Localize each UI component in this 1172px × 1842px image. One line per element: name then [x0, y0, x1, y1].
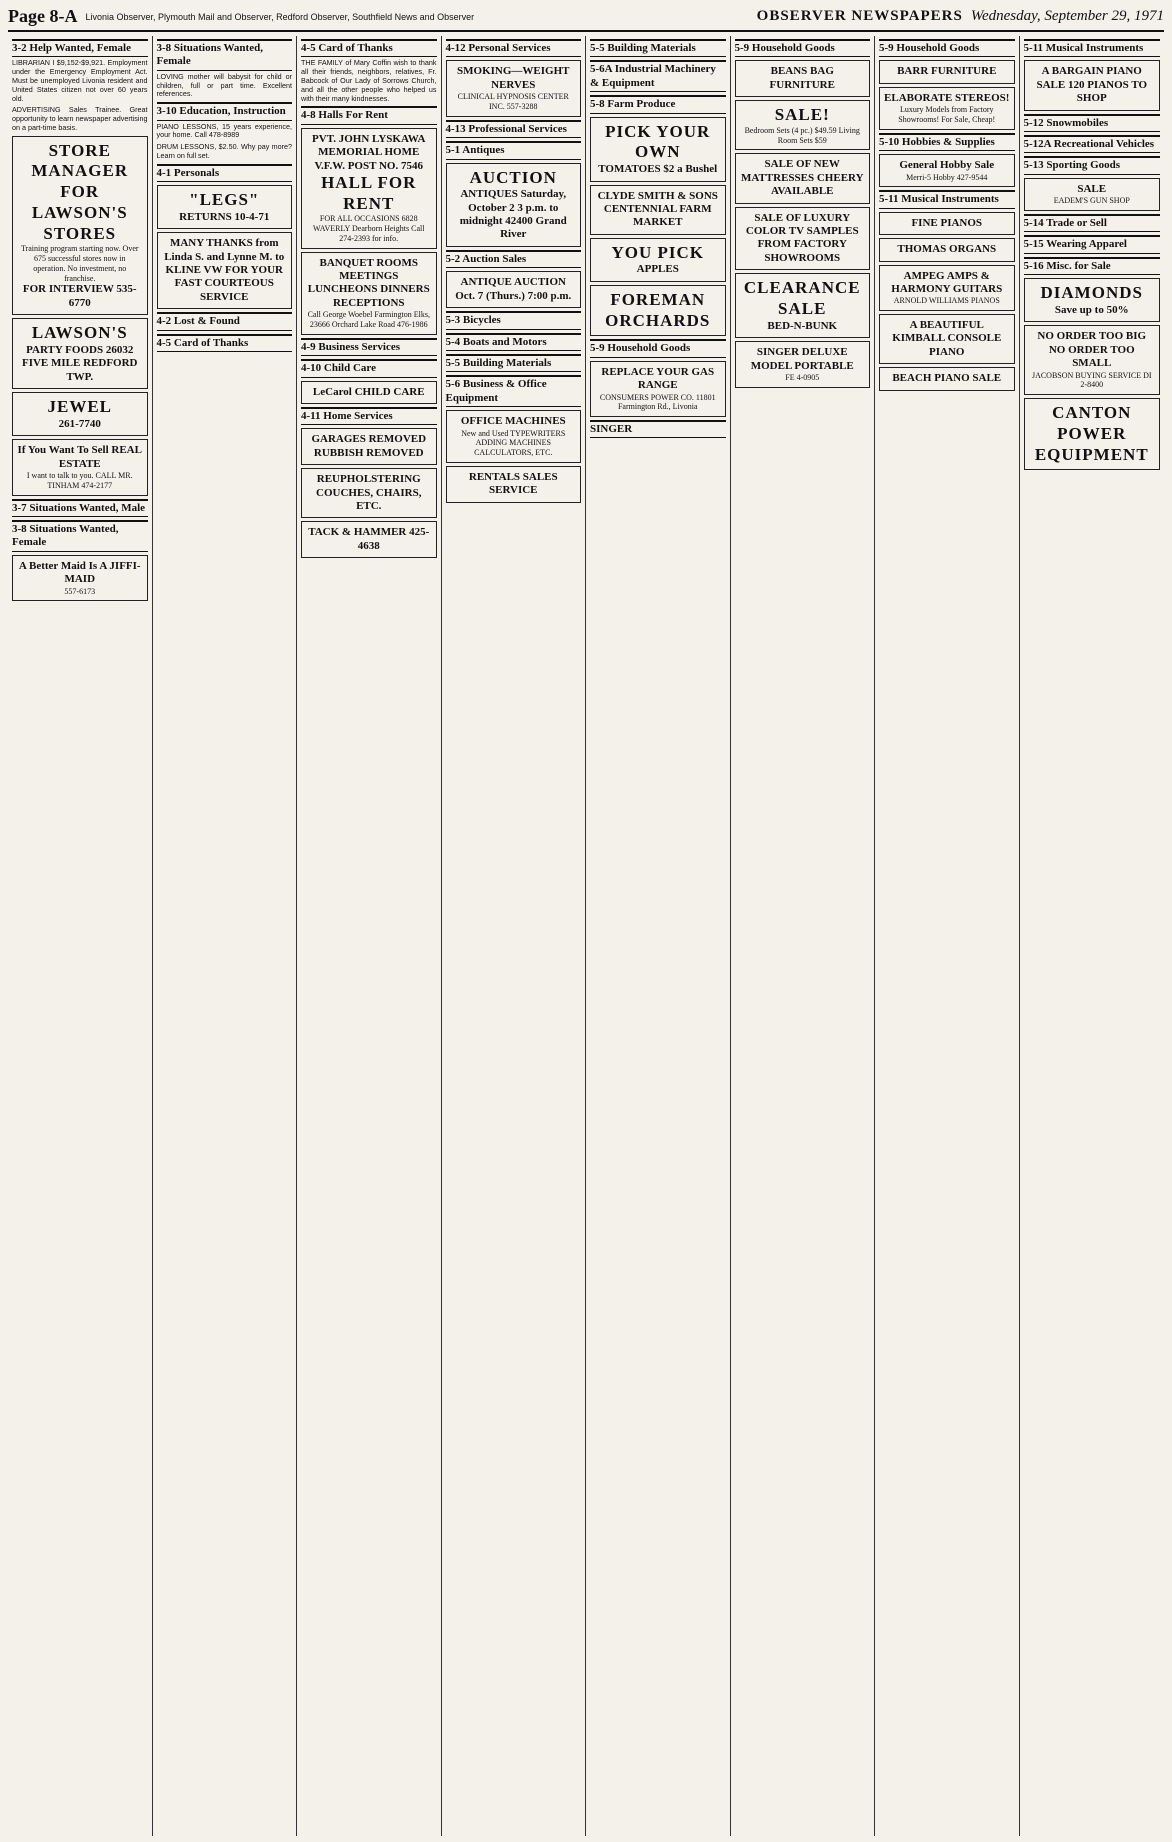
display-ad — [879, 314, 1015, 364]
display-ad — [301, 468, 437, 518]
column-2 — [153, 36, 298, 1836]
section-heading: 5-15 Wearing Apparel — [1024, 235, 1161, 253]
section-heading: 4-10 Child Care — [301, 359, 437, 377]
display-ad — [446, 410, 582, 463]
page-title: OBSERVER NEWSPAPERS — [756, 8, 963, 24]
section-heading: 5-9 Household Goods — [879, 39, 1015, 57]
ad-headline: TACK & HAMMER 425-4638 — [308, 526, 430, 552]
display-ad — [12, 392, 148, 436]
display-ad — [879, 212, 1015, 235]
section-heading: 4-12 Personal Services — [446, 39, 582, 57]
ad-body: New and Used TYPEWRITERS ADDING MACHINES CALCULATORS, ETC. — [461, 428, 566, 458]
column-8 — [1020, 36, 1165, 1836]
classified-ad: LIBRARIAN I $9,152-$9,921. Employment under the Emergency Employment Act. Must be unemployed Livonia resident and United States citizen not over 60 years old. — [12, 58, 148, 103]
ad-phone: FOR INTERVIEW 535-6770 — [22, 283, 137, 309]
page-number: Page 8-A — [8, 6, 78, 26]
display-ad — [301, 428, 437, 465]
ad-headline: ELABORATE STEREOS! — [884, 91, 1010, 104]
display-ad — [301, 252, 437, 335]
display-ad — [12, 136, 148, 315]
display-ad — [301, 381, 437, 404]
section-heading: 3-10 Education, Instruction — [157, 102, 293, 120]
section-heading: 5-11 Musical Instruments — [879, 190, 1015, 208]
ad-headline: PICK YOUR OWN — [605, 121, 711, 162]
ad-headline: REPLACE YOUR GAS RANGE — [601, 365, 715, 392]
display-ad — [590, 285, 726, 336]
ad-phone: 557-6173 — [64, 586, 96, 596]
ad-subhead: TOMATOES $2 a Bushel — [598, 163, 718, 176]
ad-headline: AUCTION — [469, 167, 557, 187]
display-ad — [1024, 60, 1161, 110]
section-heading: 5-6 Business & Office Equipment — [446, 375, 582, 407]
section-heading: 5-14 Trade or Sell — [1024, 214, 1161, 232]
display-ad — [735, 100, 871, 150]
section-heading: 4-1 Personals — [157, 164, 293, 182]
display-ad — [735, 60, 871, 97]
ad-headline: CANTON POWER EQUIPMENT — [1034, 403, 1149, 464]
section-heading: 5-12A Recreational Vehicles — [1024, 135, 1161, 153]
ad-headline: A BARGAIN PIANO SALE 120 PIANOS TO SHOP — [1036, 65, 1148, 105]
section-heading: 5-5 Building Materials — [446, 354, 582, 372]
section-heading: 3-2 Help Wanted, Female — [12, 39, 148, 57]
section-heading: 5-6A Industrial Machinery & Equipment — [590, 60, 726, 92]
ad-headline: STORE MANAGER FOR LAWSON'S STORES — [31, 140, 129, 243]
classified-ad: PIANO LESSONS, 15 years experience, your home. Call 478-8989 — [156, 121, 292, 140]
section-heading: 4-5 Card of Thanks — [301, 39, 437, 57]
display-ad — [446, 466, 582, 503]
ad-headline: BEANS BAG FURNITURE — [769, 65, 835, 91]
ad-headline: MANY THANKS from Linda S. and Lynne M. to KLINE VW FOR YOUR FAST COURTEOUS SERVICE — [164, 237, 285, 303]
display-ad — [590, 117, 726, 182]
display-ad — [1024, 178, 1161, 211]
display-ad — [301, 521, 437, 558]
display-ad — [12, 318, 148, 389]
ad-body: Training program starting now. Over 675 successful stores now in operation. No investment, no franchise. — [20, 244, 139, 283]
ad-headline: General Hobby Sale — [899, 159, 995, 172]
classified-ad: THE FAMILY of Mary Coffin wish to thank all their friends, neighbors, relatives, Fr. Babcock of Our Lady of Sorrows Church, and all the other people who helped us with their many kindnesses. — [301, 58, 437, 103]
display-ad — [879, 154, 1015, 187]
ad-headline: A Better Maid Is A JIFFI-MAID — [18, 559, 141, 586]
section-heading: 5-16 Misc. for Sale — [1024, 257, 1161, 275]
section-heading: 4-2 Lost & Found — [157, 312, 293, 330]
ad-headline: SALE — [1077, 182, 1107, 195]
ad-body: CLINICAL HYPNOSIS CENTER INC. 557-3288 — [457, 92, 569, 111]
ad-subhead: BED-N-BUNK — [767, 319, 838, 332]
ad-headline: HALL FOR RENT — [321, 172, 417, 213]
ad-headline: SALE OF NEW MATTRESSES CHEERY AVAILABLE — [740, 158, 864, 198]
display-ad — [735, 207, 871, 271]
section-heading: 5-13 Sporting Goods — [1024, 156, 1161, 174]
ad-headline: SINGER DELUXE MODEL PORTABLE — [750, 346, 854, 372]
display-ad — [12, 555, 148, 602]
column-3 — [297, 36, 442, 1836]
classified-ad: ADVERTISING Sales Trainee. Great opportunity to learn newspaper advertising on a part-time basis. — [12, 105, 148, 132]
ad-subhead: ANTIQUES Saturday, October 2 3 p.m. to midnight 42400 Grand River — [459, 188, 567, 241]
ad-subhead: Save up to 50% — [1054, 303, 1129, 316]
section-heading: 4-9 Business Services — [301, 338, 437, 356]
section-heading: 3-8 Situations Wanted, Female — [12, 520, 148, 552]
ad-headline: JEWEL — [47, 397, 113, 417]
column-5 — [586, 36, 731, 1836]
ad-subhead: RETURNS 10-4-71 — [179, 210, 270, 223]
column-7 — [875, 36, 1020, 1836]
section-heading: 5-5 Building Materials — [590, 39, 726, 57]
ad-headline: "LEGS" — [189, 190, 260, 210]
display-ad — [446, 60, 582, 116]
display-ad — [590, 361, 726, 417]
classified-ad: LOVING mother will babysit for child or children, full or part time. Excellent references. — [156, 71, 292, 99]
section-heading: 3-8 Situations Wanted, Female — [157, 39, 293, 71]
section-heading: 5-11 Musical Instruments — [1024, 39, 1161, 57]
section-heading: 5-2 Auction Sales — [446, 250, 582, 268]
masthead — [8, 6, 1164, 32]
display-ad — [157, 185, 293, 229]
display-ad — [446, 163, 582, 247]
section-heading: 5-3 Bicycles — [446, 311, 582, 329]
ad-body: Merri-5 Hobby 427-9544 — [906, 172, 988, 182]
ad-headline: SALE! — [774, 105, 830, 125]
section-heading: 5-9 Household Goods — [735, 39, 871, 57]
ad-headline: FINE PIANOS — [911, 216, 983, 229]
display-ad — [879, 238, 1015, 261]
ad-headline: YOU PICK — [611, 242, 705, 262]
classified-columns — [8, 36, 1164, 1836]
display-ad — [1024, 325, 1161, 395]
section-heading: 4-13 Professional Services — [446, 120, 582, 138]
ad-body: CONSUMERS POWER CO. 11801 Farmington Rd., Livonia — [599, 392, 716, 412]
display-ad — [446, 271, 582, 308]
ad-headline: CLEARANCE SALE — [743, 278, 861, 319]
papers-list: Livonia Observer, Plymouth Mail and Observer, Redford Observer, Southfield News and Observer — [85, 11, 475, 22]
ad-headline: DIAMONDS — [1040, 283, 1143, 303]
ad-headline: FOREMAN ORCHARDS — [605, 289, 711, 330]
ad-body: Luxury Models from Factory Showrooms! For Sale, Cheap! — [898, 105, 996, 124]
column-6 — [731, 36, 876, 1836]
ad-headline: OFFICE MACHINES — [460, 415, 566, 428]
display-ad — [735, 273, 871, 338]
display-ad — [1024, 398, 1161, 470]
display-ad — [879, 265, 1015, 312]
column-4 — [442, 36, 587, 1836]
display-ad — [590, 238, 726, 282]
display-ad — [157, 232, 293, 309]
ad-body: JACOBSON BUYING SERVICE DI 2-8400 — [1031, 370, 1152, 390]
ad-headline: GARAGES REMOVED RUBBISH REMOVED — [311, 433, 427, 459]
ad-subhead: APPLES — [636, 263, 679, 276]
display-ad — [879, 60, 1015, 83]
display-ad — [1024, 278, 1161, 322]
ad-headline: LAWSON'S — [31, 323, 128, 343]
ad-headline: ANTIQUE AUCTION Oct. 7 (Thurs.) 7:00 p.m. — [455, 276, 572, 302]
section-heading: 5-4 Boats and Motors — [446, 333, 582, 351]
display-ad — [590, 185, 726, 235]
section-heading: 5-9 Household Goods — [590, 339, 726, 357]
ad-headline: NO ORDER TOO BIG NO ORDER TOO SMALL — [1037, 330, 1147, 370]
ad-headline: RENTALS SALES SERVICE — [468, 470, 558, 497]
section-heading: 5-8 Farm Produce — [590, 95, 726, 113]
ad-headline: THOMAS ORGANS — [897, 243, 997, 256]
issue-date: Wednesday, September 29, 1971 — [970, 8, 1164, 24]
column-1 — [8, 36, 153, 1836]
display-ad — [879, 367, 1015, 390]
ad-headline: REUPHOLSTERING COUCHES, CHAIRS, ETC. — [316, 473, 422, 513]
ad-body: EADEM'S GUN SHOP — [1053, 196, 1130, 206]
ad-headline: If You Want To Sell REAL ESTATE — [17, 444, 142, 470]
section-heading: 5-10 Hobbies & Supplies — [879, 133, 1015, 151]
ad-headline: BANQUET ROOMS MEETINGS LUNCHEONS DINNERS RECEPTIONS — [307, 256, 430, 309]
ad-body: ARNOLD WILLIAMS PIANOS — [893, 296, 1000, 306]
ad-body: Call George Woebel Farmington Elks, 23666 Orchard Lake Road 476-1986 — [307, 310, 430, 330]
ad-headline: SMOKING—WEIGHT NERVES — [457, 65, 570, 91]
ad-phone: FE 4-0905 — [785, 372, 820, 382]
ad-phone: 261-7740 — [58, 417, 101, 430]
ad-body: I want to talk to you. CALL MR. TINHAM 474-2177 — [26, 471, 133, 490]
section-heading: 4-11 Home Services — [301, 407, 437, 425]
ad-body: FOR ALL OCCASIONS 6828 WAVERLY Dearborn Heights Call 274-2393 for info. — [313, 214, 425, 243]
section-heading: 3-7 Situations Wanted, Male — [12, 499, 148, 517]
ad-headline: CLYDE SMITH & SONS CENTENNIAL FARM MARKET — [597, 189, 718, 229]
ad-body: Bedroom Sets (4 pc.) $49.59 Living Room Sets $59 — [744, 125, 860, 145]
section-heading: SINGER — [590, 420, 726, 438]
section-heading: 5-1 Antiques — [446, 141, 582, 159]
section-heading: 5-12 Snowmobiles — [1024, 114, 1161, 132]
section-heading: 4-5 Card of Thanks — [157, 334, 293, 352]
ad-headline: BARR FURNITURE — [897, 65, 997, 78]
display-ad — [879, 87, 1015, 130]
ad-headline: SALE OF LUXURY COLOR TV SAMPLES FROM FACTORY SHOWROOMS — [745, 211, 859, 264]
display-ad — [735, 341, 871, 388]
ad-subhead: PARTY FOODS 26032 FIVE MILE REDFORD TWP. — [21, 343, 138, 383]
ad-headline: LeCarol CHILD CARE — [312, 385, 425, 398]
ad-headline: AMPEG AMPS & HARMONY GUITARS — [891, 269, 1003, 295]
ad-headline: A BEAUTIFUL KIMBALL CONSOLE PIANO — [892, 319, 1002, 358]
section-heading: 4-8 Halls For Rent — [301, 106, 437, 124]
ad-headline: BEACH PIANO SALE — [892, 372, 1002, 385]
display-ad — [12, 439, 148, 495]
display-ad — [301, 128, 437, 249]
ad-subhead: PVT. JOHN LYSKAWA MEMORIAL HOME V.F.W. POST NO. 7546 — [312, 132, 426, 172]
classified-ad: DRUM LESSONS, $2.50. Why pay more? Learn on full set. — [156, 142, 292, 160]
display-ad — [735, 153, 871, 203]
